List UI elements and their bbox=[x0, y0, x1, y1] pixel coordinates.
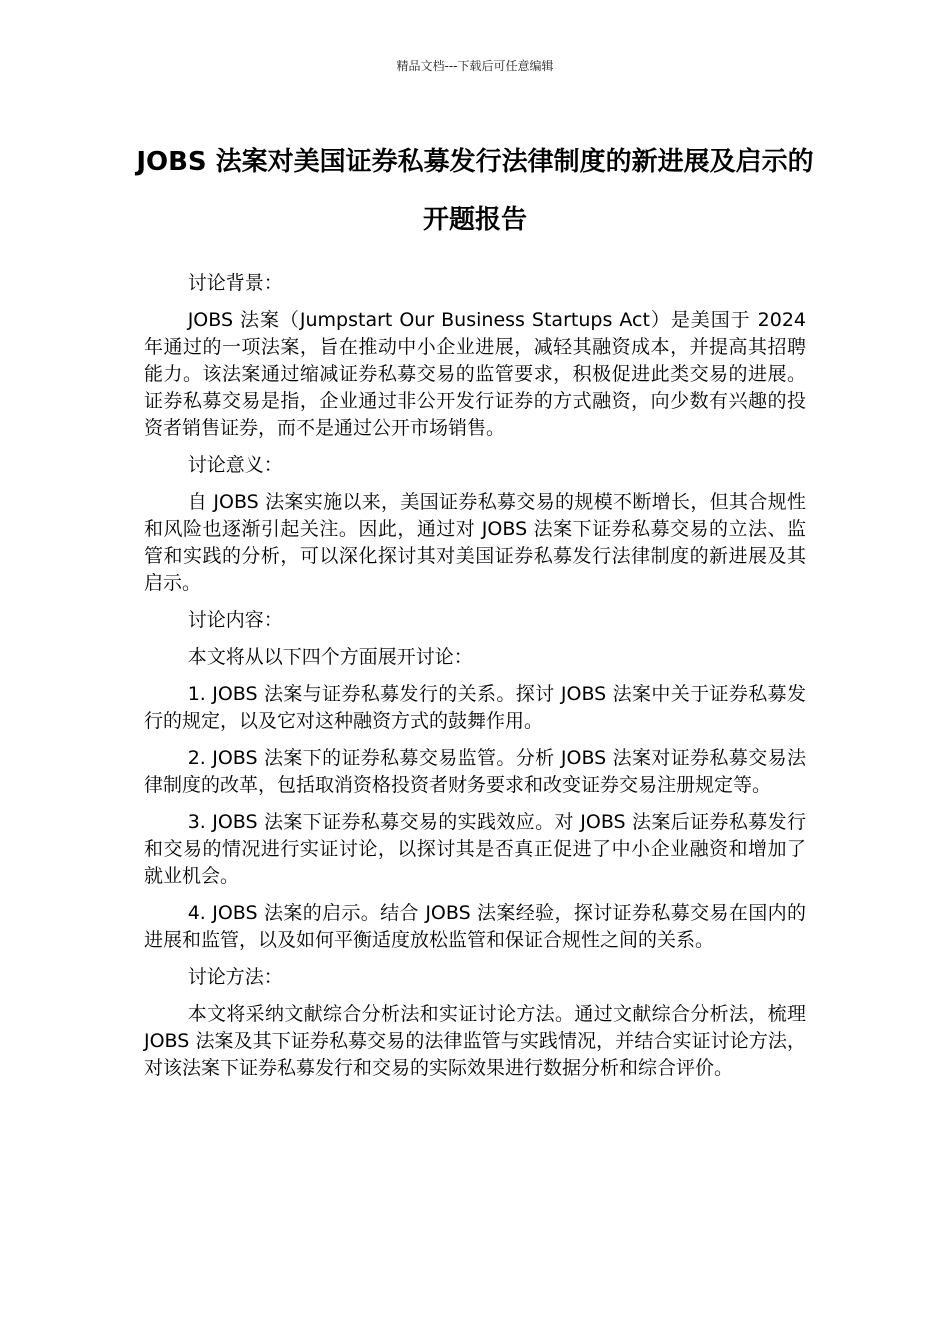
paragraph-background: JOBS 法案（Jumpstart Our Business Startups Act）是美国于 2024 年通过的一项法案，旨在推动中小企业进展，减轻其融资成本，并提高其招聘能力。该法案通过缩减证券私募交易的监管要求，积极促进此类交易的进展。证券私募交易是指，企业通过非公开发行证券的方式融资，向少数有兴趣的投资者销售证券，而不是通过公开市场销售。 bbox=[144, 309, 806, 439]
list-item-3: 3. JOBS 法案下证券私募交易的实践效应。对 JOBS 法案后证券私募发行和交易的情况进行实证讨论，以探讨其是否真正促进了中小企业融资和增加了就业机会。 bbox=[144, 811, 806, 887]
section-heading-significance: 讨论意义： bbox=[187, 454, 283, 476]
section-heading-method: 讨论方法： bbox=[187, 966, 283, 988]
list-item-1: 1. JOBS 法案与证券私募发行的关系。探讨 JOBS 法案中关于证券私募发行的规定，以及它对这种融资方式的鼓舞作用。 bbox=[144, 683, 806, 732]
header-note: 精品文档---下载后可任意编辑 bbox=[396, 59, 554, 73]
list-item-2: 2. JOBS 法案下的证券私募交易监管。分析 JOBS 法案对证券私募交易法律制度的改革，包括取消资格投资者财务要求和改变证券交易注册规定等。 bbox=[144, 747, 806, 796]
document-title: JOBS 法案对美国证券私募发行法律制度的新进展及启示的开题报告 bbox=[136, 147, 814, 235]
section-heading-content: 讨论内容： bbox=[187, 609, 283, 631]
paragraph-significance: 自 JOBS 法案实施以来，美国证券私募交易的规模不断增长，但其合规性和风险也逐渐引起关注。因此，通过对 JOBS 法案下证券私募交易的立法、监管和实践的分析，可以深化探讨其对美国证券私募发行法律制度的新进展及其启示。 bbox=[144, 491, 806, 594]
paragraph-method: 本文将采纳文献综合分析法和实证讨论方法。通过文献综合分析法，梳理 JOBS 法案及其下证券私募交易的法律监管与实践情况，并结合实证讨论方法，对该法案下证券私募发行和交易的实际效果进行数据分析和综合评价。 bbox=[144, 1003, 806, 1079]
list-item-4: 4. JOBS 法案的启示。结合 JOBS 法案经验，探讨证券私募交易在国内的进展和监管，以及如何平衡适度放松监管和保证合规性之间的关系。 bbox=[144, 902, 806, 951]
paragraph-content-intro: 本文将从以下四个方面展开讨论： bbox=[187, 646, 473, 668]
section-heading-background: 讨论背景： bbox=[187, 272, 283, 294]
document-body bbox=[144, 270, 806, 1092]
